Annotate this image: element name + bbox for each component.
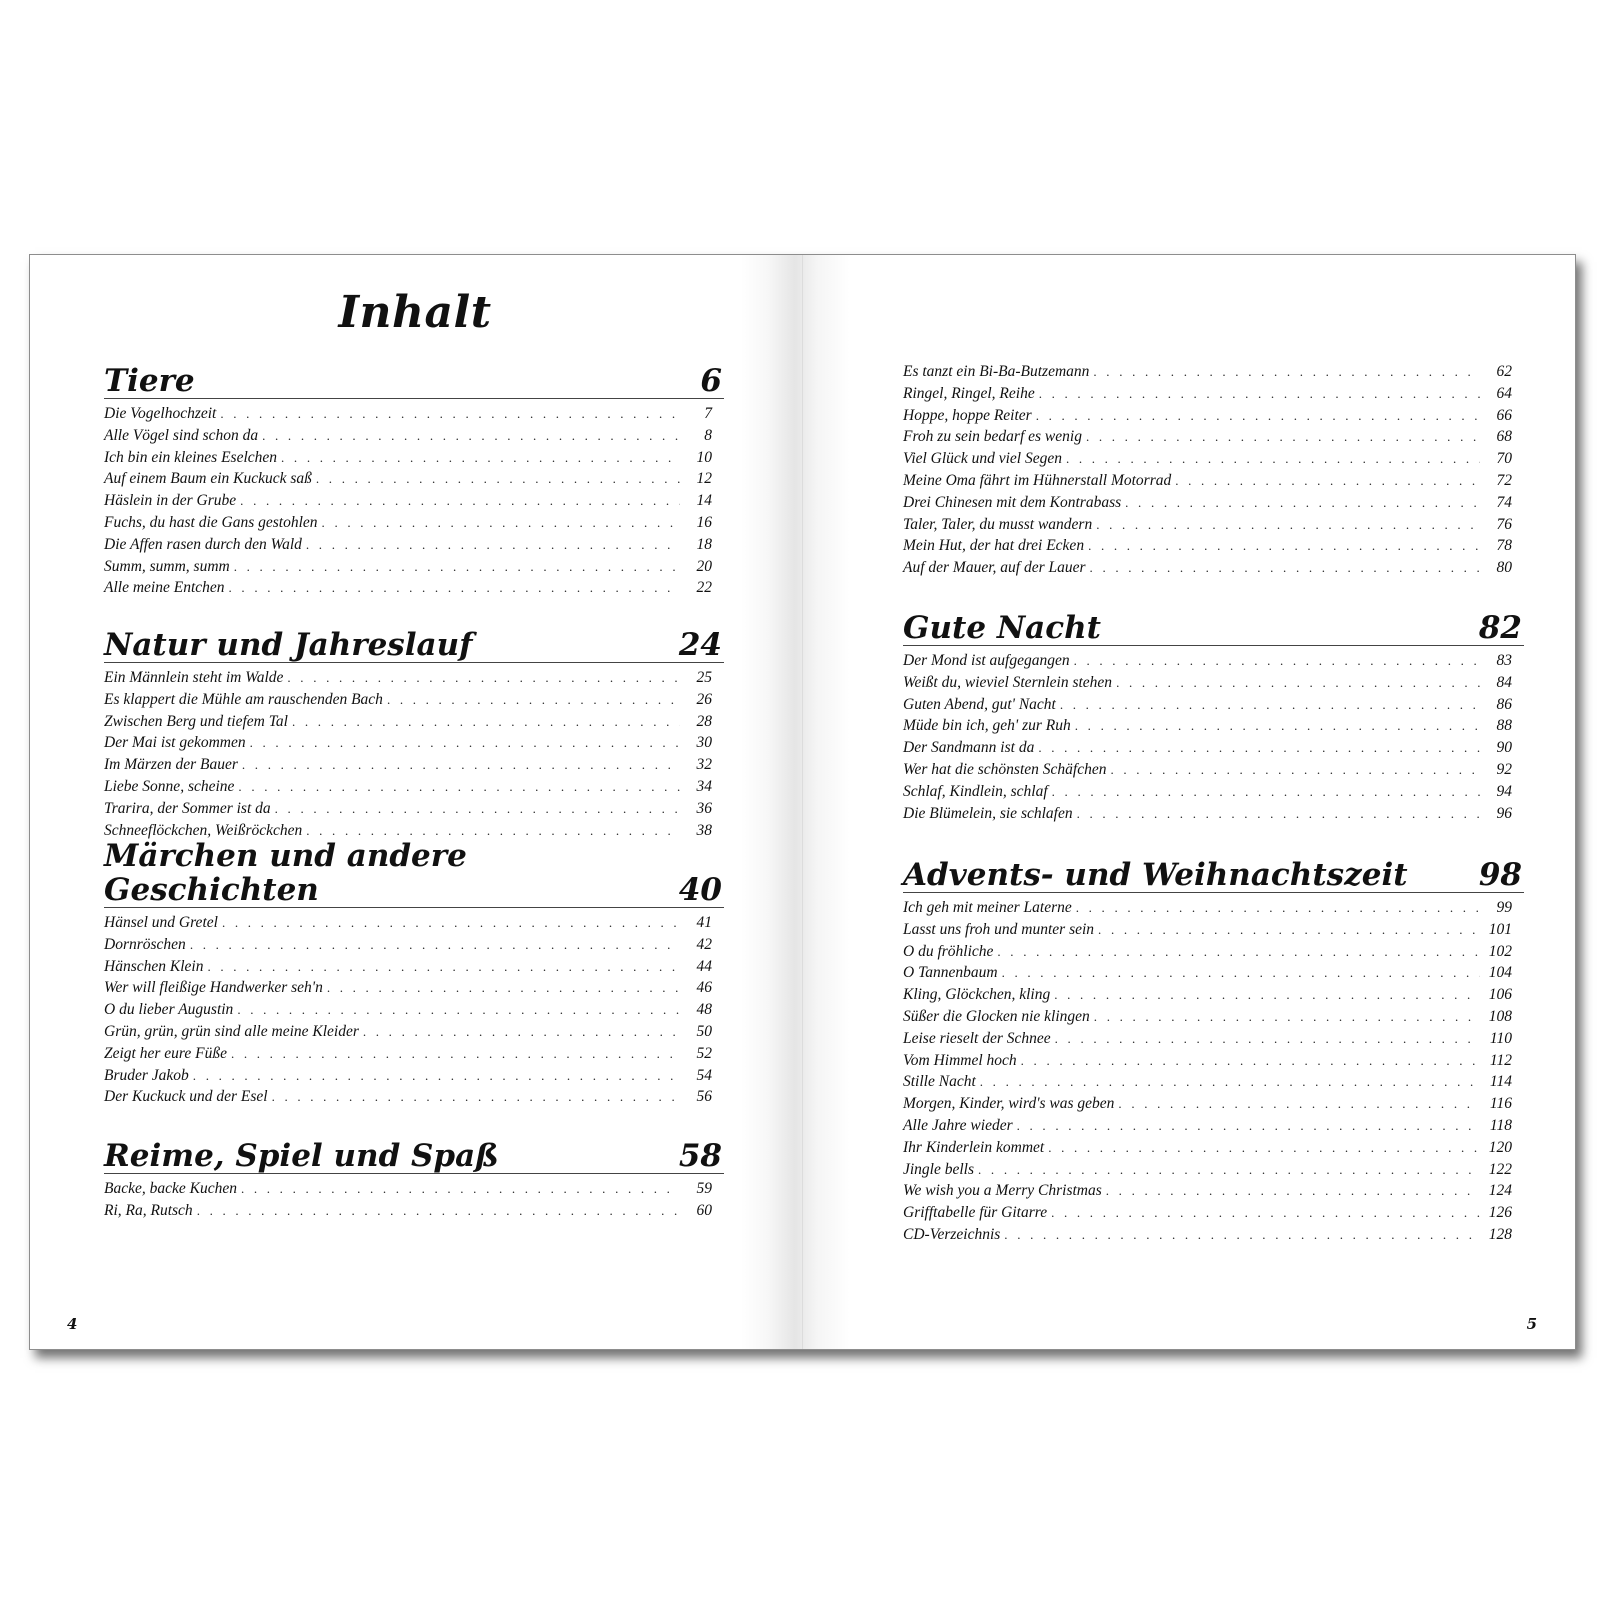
toc-entry <box>903 514 1524 536</box>
toc-entry <box>903 962 1524 984</box>
entry-page-number: 50 <box>696 1022 712 1040</box>
entry-title: Morgen, Kinder, wird's was geben <box>903 1095 1115 1113</box>
entry-title: Süßer die Glocken nie klingen <box>903 1007 1090 1025</box>
entry-page-number: 60 <box>696 1201 712 1219</box>
entry-page-number: 124 <box>1488 1182 1512 1200</box>
section-heading <box>104 838 724 908</box>
entry-page-number: 7 <box>704 405 712 422</box>
entry-title: Ich geh mit meiner Laterne <box>903 899 1072 916</box>
dot-leader <box>262 425 680 447</box>
dot-leader <box>231 1043 680 1065</box>
entry-page-number: 56 <box>696 1088 712 1106</box>
entry-title: Dornröschen <box>104 935 186 953</box>
entry-title: Weißt du, wieviel Sternlein stehen <box>903 673 1113 691</box>
toc-entry <box>104 577 724 599</box>
toc-entry <box>903 1137 1524 1159</box>
entry-page-number: 16 <box>696 513 712 531</box>
dot-leader <box>272 1086 680 1108</box>
entry-title: Grifftabelle für Gitarre <box>903 1204 1048 1222</box>
entry-title: Taler, Taler, du musst wandern <box>903 515 1093 533</box>
entry-page-number: 114 <box>1489 1073 1512 1091</box>
toc-entry <box>903 919 1524 941</box>
entry-title: CD-Verzeichnis <box>903 1225 1001 1243</box>
section-page-number: 24 <box>678 627 722 663</box>
toc-entry <box>104 934 724 956</box>
dot-leader <box>1175 470 1480 492</box>
entry-page-number: 88 <box>1496 717 1512 735</box>
entry-title: Stille Nacht <box>903 1073 976 1091</box>
entry-title: Liebe Sonne, scheine <box>104 777 235 795</box>
dot-leader <box>197 1200 680 1222</box>
entry-page-number: 44 <box>696 957 712 975</box>
dot-leader <box>241 1178 680 1200</box>
section-heading <box>104 624 724 663</box>
entry-page-number: 12 <box>696 470 712 488</box>
entry-title: Kling, Glöckchen, kling <box>903 986 1051 1004</box>
toc-entry <box>903 405 1524 427</box>
entry-page-number: 18 <box>696 535 712 553</box>
entry-title: Alle Vögel sind schon da <box>104 426 259 444</box>
entry-page-number: 28 <box>696 712 712 730</box>
toc-entry <box>104 1043 724 1065</box>
toc-entry <box>903 1224 1524 1246</box>
dot-leader <box>250 732 680 754</box>
entry-page-number: 14 <box>696 492 712 510</box>
entry-page-number: 42 <box>696 935 712 953</box>
entry-list <box>104 1178 724 1222</box>
dot-leader <box>1086 426 1480 448</box>
entry-page-number: 54 <box>696 1066 712 1084</box>
dot-leader <box>1118 1093 1480 1115</box>
entry-title: Fuchs, du hast die Gans gestohlen <box>104 513 318 531</box>
dot-leader <box>1125 492 1480 514</box>
toc-entry <box>104 447 724 469</box>
dot-leader <box>306 534 680 556</box>
toc-section-tiere <box>104 360 724 599</box>
entry-page-number: 38 <box>696 821 712 839</box>
dot-leader <box>1077 803 1480 825</box>
entry-title: Drei Chinesen mit dem Kontrabass <box>903 493 1122 511</box>
section-page-number: 40 <box>678 872 722 908</box>
entry-page-number: 92 <box>1496 760 1512 778</box>
toc-entry <box>903 557 1524 579</box>
toc-entry <box>903 1028 1524 1050</box>
toc-entry <box>104 912 724 934</box>
entry-page-number: 126 <box>1488 1204 1512 1222</box>
dot-leader <box>980 1071 1480 1093</box>
toc-entry <box>903 759 1524 781</box>
entry-page-number: 94 <box>1496 782 1512 800</box>
entry-page-number: 34 <box>696 777 712 795</box>
dot-leader <box>237 999 680 1021</box>
toc-entry <box>104 798 724 820</box>
entry-title: O du lieber Augustin <box>104 1001 234 1019</box>
dot-leader <box>1051 1202 1480 1224</box>
section-title: Advents- und Weihnachtszeit <box>903 857 1408 893</box>
toc-entry <box>104 425 724 447</box>
book-spread <box>29 254 1576 1350</box>
entry-page-number: 86 <box>1496 695 1512 713</box>
entry-title: Viel Glück und viel Segen <box>903 450 1062 468</box>
entry-page-number: 102 <box>1488 942 1512 960</box>
entry-title: Zwischen Berg und tiefem Tal <box>104 712 288 730</box>
dot-leader <box>229 577 680 599</box>
toc-entry <box>104 956 724 978</box>
entry-page-number: 48 <box>696 1001 712 1019</box>
section-heading <box>104 360 724 399</box>
entry-page-number: 8 <box>704 426 712 444</box>
dot-leader <box>238 776 680 798</box>
entry-title: Ihr Kinderlein kommet <box>903 1138 1045 1156</box>
toc-entry <box>903 535 1524 557</box>
toc-entry <box>104 977 724 999</box>
toc-entry <box>903 737 1524 759</box>
entry-title: Häslein in der Grube <box>104 492 237 510</box>
entry-page-number: 116 <box>1489 1095 1512 1113</box>
entry-page-number: 10 <box>696 448 712 466</box>
toc-entry <box>104 711 724 733</box>
toc-section-advent <box>903 854 1524 1246</box>
entry-page-number: 118 <box>1489 1116 1512 1134</box>
section-page-number: 82 <box>1478 610 1522 646</box>
entry-list <box>104 667 724 841</box>
page-number-left: 4 <box>67 1315 78 1333</box>
toc-entry <box>903 1180 1524 1202</box>
toc-entry <box>903 672 1524 694</box>
dot-leader <box>1039 383 1480 405</box>
entry-page-number: 46 <box>696 979 712 997</box>
dot-leader <box>1074 650 1480 672</box>
dot-leader <box>193 1065 680 1087</box>
entry-page-number: 84 <box>1496 673 1512 691</box>
section-heading <box>903 607 1524 646</box>
toc-entry <box>903 1159 1524 1181</box>
entry-page-number: 70 <box>1496 450 1512 468</box>
toc-entry <box>903 1115 1524 1137</box>
dot-leader <box>1090 557 1480 579</box>
toc-entry <box>903 941 1524 963</box>
section-title: Reime, Spiel und Spaß <box>104 1138 499 1174</box>
entry-page-number: 99 <box>1496 899 1512 916</box>
entry-page-number: 64 <box>1496 384 1512 402</box>
right-page <box>802 255 1574 1349</box>
entry-title: Guten Abend, gut' Nacht <box>903 695 1056 713</box>
toc-entry <box>903 803 1524 825</box>
toc-entry <box>104 999 724 1021</box>
dot-leader <box>1106 1180 1480 1202</box>
entry-title: Die Affen rasen durch den Wald <box>104 535 302 553</box>
dot-leader <box>281 447 680 469</box>
entry-title: Ri, Ra, Rutsch <box>104 1201 193 1219</box>
toc-entry <box>104 776 724 798</box>
section-title: Natur und Jahreslauf <box>104 627 473 663</box>
entry-page-number: 112 <box>1489 1051 1512 1069</box>
dot-leader <box>1055 1028 1480 1050</box>
dot-leader <box>1093 361 1480 383</box>
entry-title: Backe, backe Kuchen <box>104 1180 237 1197</box>
dot-leader <box>327 977 680 999</box>
dot-leader <box>387 689 680 711</box>
dot-leader <box>1060 694 1480 716</box>
dot-leader <box>363 1021 680 1043</box>
entry-page-number: 80 <box>1496 559 1512 577</box>
section-title: Märchen und andere Geschichten <box>104 838 467 908</box>
dot-leader <box>1054 984 1480 1006</box>
toc-continuation <box>903 361 1524 579</box>
entry-page-number: 104 <box>1488 964 1512 982</box>
entry-title: Jingle bells <box>903 1160 975 1178</box>
entry-page-number: 59 <box>696 1180 712 1197</box>
dot-leader <box>1110 759 1480 781</box>
toc-entry <box>104 667 724 689</box>
entry-title: Ringel, Ringel, Reihe <box>903 384 1035 402</box>
entry-title: Die Blümelein, sie schlafen <box>903 804 1073 822</box>
entry-page-number: 68 <box>1496 428 1512 446</box>
dot-leader <box>1098 919 1480 941</box>
entry-title: We wish you a Merry Christmas <box>903 1182 1102 1200</box>
entry-title: Schlaf, Kindlein, schlaf <box>903 782 1048 800</box>
toc-entry <box>903 1202 1524 1224</box>
entry-page-number: 96 <box>1496 804 1512 822</box>
entry-page-number: 90 <box>1496 739 1512 757</box>
entry-title: Schneeflöckchen, Weißröckchen <box>104 821 303 839</box>
entry-page-number: 83 <box>1496 652 1512 669</box>
entry-title: Meine Oma fährt im Hühnerstall Motorrad <box>903 471 1172 489</box>
entry-title: Es klappert die Mühle am rauschenden Bach <box>104 690 383 708</box>
entry-title: Summ, summ, summ <box>104 557 230 575</box>
toc-entry <box>903 984 1524 1006</box>
entry-page-number: 72 <box>1496 471 1512 489</box>
section-title: Tiere <box>104 363 195 399</box>
entry-page-number: 108 <box>1488 1007 1512 1025</box>
toc-entry <box>104 512 724 534</box>
entry-title: Froh zu sein bedarf es wenig <box>903 428 1082 446</box>
toc-entry <box>903 715 1524 737</box>
entry-title: Trarira, der Sommer ist da <box>104 799 271 817</box>
toc-section-gute-nacht <box>903 607 1524 824</box>
entry-list <box>903 650 1524 824</box>
entry-page-number: 110 <box>1489 1029 1512 1047</box>
dot-leader <box>190 934 680 956</box>
entry-page-number: 76 <box>1496 515 1512 533</box>
dot-leader <box>1075 715 1480 737</box>
entry-title: Wer hat die schönsten Schäfchen <box>903 760 1107 778</box>
dot-leader <box>997 941 1480 963</box>
section-page-number: 98 <box>1478 857 1522 893</box>
toc-entry <box>104 1021 724 1043</box>
entry-title: Lasst uns froh und munter sein <box>903 920 1095 938</box>
toc-entry <box>903 1071 1524 1093</box>
entry-title: Müde bin ich, geh' zur Ruh <box>903 717 1071 735</box>
dot-leader <box>1052 781 1480 803</box>
dot-leader <box>292 711 680 733</box>
toc-entry <box>903 1093 1524 1115</box>
entry-title: Auf einem Baum ein Kuckuck saß <box>104 470 312 488</box>
toc-entry <box>903 361 1524 383</box>
entry-page-number: 32 <box>696 756 712 774</box>
toc-entry <box>903 1006 1524 1028</box>
dot-leader <box>1116 672 1480 694</box>
toc-entry <box>104 1178 724 1200</box>
entry-page-number: 66 <box>1496 406 1512 424</box>
toc-entry <box>903 694 1524 716</box>
entry-page-number: 22 <box>696 579 712 597</box>
entry-page-number: 78 <box>1496 537 1512 555</box>
toc-entry <box>903 650 1524 672</box>
section-heading <box>104 1135 724 1174</box>
entry-page-number: 25 <box>696 669 712 686</box>
entry-list <box>104 403 724 599</box>
entry-page-number: 20 <box>696 557 712 575</box>
dot-leader <box>240 490 680 512</box>
entry-title: Die Vogelhochzeit <box>104 405 217 422</box>
toc-entry <box>104 689 724 711</box>
section-page-number: 6 <box>700 363 722 399</box>
entry-title: Vom Himmel hoch <box>903 1051 1017 1069</box>
entry-list <box>903 897 1524 1246</box>
dot-leader <box>1066 448 1480 470</box>
entry-title: Hänsel und Gretel <box>104 914 218 931</box>
entry-title: Mein Hut, der hat drei Ecken <box>903 537 1085 555</box>
entry-page-number: 62 <box>1496 363 1512 380</box>
entry-title: Auf der Mauer, auf der Lauer <box>903 559 1086 577</box>
toc-entry <box>903 492 1524 514</box>
toc-section-maerchen <box>104 838 724 1108</box>
entry-title: Zeigt her eure Füße <box>104 1044 227 1062</box>
toc-entry <box>903 448 1524 470</box>
dot-leader <box>1004 1224 1480 1246</box>
toc-entry <box>903 470 1524 492</box>
entry-title: Wer will fleißige Handwerker seh'n <box>104 979 323 997</box>
entry-page-number: 122 <box>1488 1160 1512 1178</box>
entry-page-number: 26 <box>696 690 712 708</box>
entry-title: Der Mai ist gekommen <box>104 734 246 752</box>
toc-entry <box>104 403 724 425</box>
dot-leader <box>322 512 680 534</box>
dot-leader <box>1021 1050 1480 1072</box>
toc-section-natur <box>104 624 724 841</box>
dot-leader <box>220 403 680 425</box>
entry-title: O Tannenbaum <box>903 964 998 982</box>
entry-title: Es tanzt ein Bi-Ba-Butzemann <box>903 363 1090 380</box>
entry-page-number: 52 <box>696 1044 712 1062</box>
dot-leader <box>222 912 680 934</box>
toc-entry <box>903 1050 1524 1072</box>
entry-title: Alle meine Entchen <box>104 579 225 597</box>
dot-leader <box>1002 962 1480 984</box>
entry-page-number: 120 <box>1488 1138 1512 1156</box>
toc-entry <box>104 1086 724 1108</box>
dot-leader <box>1038 737 1480 759</box>
dot-leader <box>1017 1115 1480 1137</box>
entry-title: Der Kuckuck und der Esel <box>104 1088 268 1106</box>
page-number-right: 5 <box>1526 1315 1537 1333</box>
toc-entry <box>903 426 1524 448</box>
section-heading <box>903 854 1524 893</box>
toc-entry <box>104 754 724 776</box>
dot-leader <box>207 956 680 978</box>
entry-title: Bruder Jakob <box>104 1066 189 1084</box>
entry-page-number: 30 <box>696 734 712 752</box>
entry-title: Hoppe, hoppe Reiter <box>903 406 1032 424</box>
entry-page-number: 41 <box>696 914 712 931</box>
dot-leader <box>275 798 680 820</box>
toc-entry <box>104 468 724 490</box>
dot-leader <box>978 1159 1480 1181</box>
entry-title: Der Sandmann ist da <box>903 739 1035 757</box>
toc-entry <box>903 383 1524 405</box>
toc-entry <box>104 1065 724 1087</box>
dot-leader <box>1076 897 1480 919</box>
section-page-number: 58 <box>678 1138 722 1174</box>
left-page <box>30 255 800 1349</box>
toc-entry <box>104 490 724 512</box>
entry-list <box>104 912 724 1108</box>
toc-entry <box>104 534 724 556</box>
dot-leader <box>316 468 680 490</box>
entry-title: Alle Jahre wieder <box>903 1116 1013 1134</box>
entry-title: Der Mond ist aufgegangen <box>903 652 1070 669</box>
dot-leader <box>1048 1137 1480 1159</box>
section-title: Gute Nacht <box>903 610 1102 646</box>
page-title: Inhalt <box>338 287 492 338</box>
entry-title: Ein Männlein steht im Walde <box>104 669 284 686</box>
dot-leader <box>242 754 680 776</box>
entry-title: Hänschen Klein <box>104 957 204 975</box>
entry-title: Grün, grün, grün sind alle meine Kleider <box>104 1022 359 1040</box>
entry-page-number: 128 <box>1488 1225 1512 1243</box>
dot-leader <box>1036 405 1480 427</box>
entry-page-number: 106 <box>1488 986 1512 1004</box>
dot-leader <box>1088 535 1480 557</box>
dot-leader <box>287 667 680 689</box>
toc-entry <box>104 732 724 754</box>
entry-title: Leise rieselt der Schnee <box>903 1029 1051 1047</box>
toc-entry <box>903 897 1524 919</box>
entry-page-number: 101 <box>1488 920 1512 938</box>
toc-entry <box>104 556 724 578</box>
entry-title: Im Märzen der Bauer <box>104 756 238 774</box>
entry-title: O du fröhliche <box>903 942 994 960</box>
toc-entry <box>903 781 1524 803</box>
dot-leader <box>234 556 680 578</box>
entry-page-number: 74 <box>1496 493 1512 511</box>
entry-list <box>903 361 1524 579</box>
entry-page-number: 36 <box>696 799 712 817</box>
entry-title: Ich bin ein kleines Eselchen <box>104 448 278 466</box>
dot-leader <box>1096 514 1480 536</box>
toc-section-reime <box>104 1135 724 1222</box>
toc-entry <box>104 1200 724 1222</box>
dot-leader <box>1094 1006 1480 1028</box>
